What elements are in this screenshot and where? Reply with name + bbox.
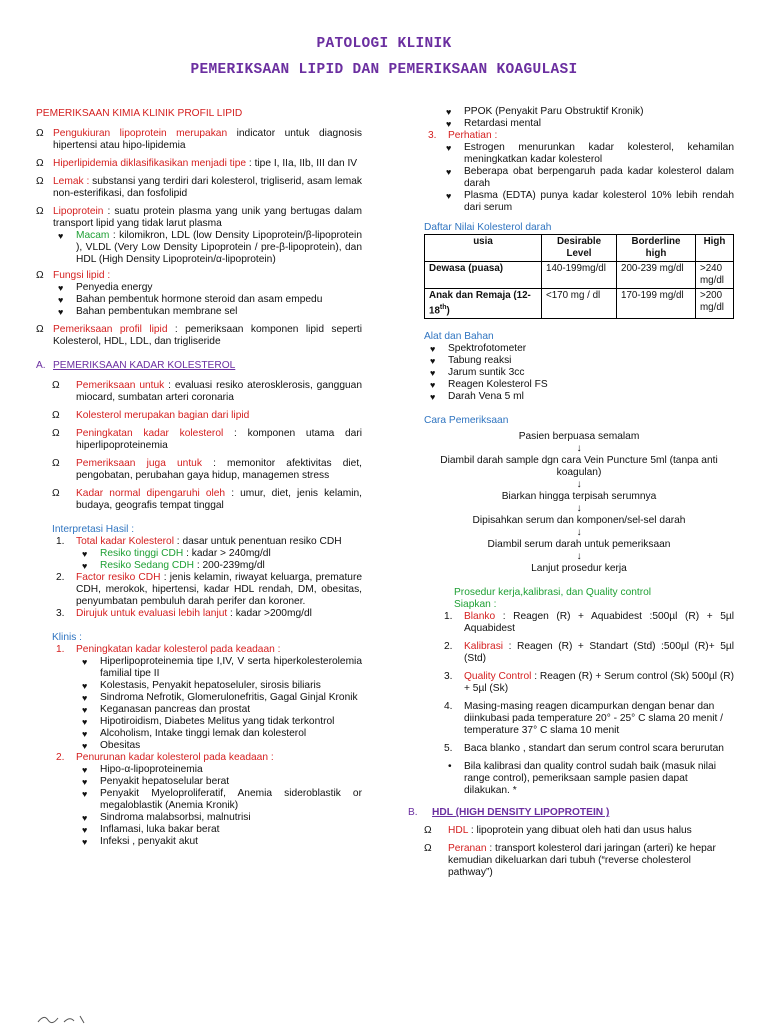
list-item: 2. Factor resiko CDH : jenis kelamin, riwayat keluarga, premature CDH, merokok, hipertensi, kadar HDL rendah, DM, obesitas, penyumbatan pembuluh darah perifer dan koroner. <box>56 572 363 607</box>
omega-icon: Ω <box>52 380 60 391</box>
list-item: Ω HDL : lipoprotein yang dibuat oleh hati dan usus halus <box>424 825 692 837</box>
prosedur-heading: Prosedur kerja,kalibrasi, dan Quality control <box>454 587 652 599</box>
list-item: ♥ Beberapa obat berpengaruh pada kadar kolesterol dalam darah <box>440 166 734 190</box>
list-item: ♥ Hiperlipoproteinemia tipe I,IV, V serta hiperkolesterolemia familial tipe II <box>76 656 362 680</box>
list-item: Ω Hiperlipidemia diklasifikasikan menjadi tipe : tipe I, IIa, IIb, III dan IV <box>36 158 358 169</box>
list-item: ♥ Penyakit hepatoselular berat <box>76 776 362 788</box>
table-header: Borderline high <box>617 235 696 262</box>
table-title: Daftar Nilai Kolesterol darah <box>424 222 552 233</box>
list-item: ♥ Alcoholism, Intake tinggi lemak dan kolesterol <box>76 728 362 740</box>
list-item: Ω Pemeriksaan untuk : evaluasi resiko aterosklerosis, gangguan miocard, sumbatan arteri coronaria <box>52 380 362 403</box>
down-arrow-icon: ↓ <box>576 443 582 455</box>
list-item: ♥ Keganasan pancreas dan prostat <box>76 704 362 716</box>
section-a-heading: A. PEMERIKSAAN KADAR KOLESTEROL <box>36 360 236 371</box>
list-item: ♥ Spektrofotometer <box>424 343 734 355</box>
omega-icon: Ω <box>36 270 44 281</box>
procedure-flow <box>424 431 734 575</box>
list-item: Ω Pemeriksaan juga untuk : memonitor afektivitas diet, pengobatan, perubahan gaya hidup, managemen stress <box>52 458 362 481</box>
list-item: ♥ Reagen Kolesterol FS <box>424 379 734 391</box>
flow-step: Pasien berpuasa semalam <box>518 431 640 443</box>
list-item: ♥ Sindroma Nefrotik, Glomerulonefritis, Gagal Ginjal Kronik <box>76 692 362 704</box>
list-item: Ω Pengukiuran lipoprotein merupakan indicator untuk diagnosis hipertensi atau hipo-lipidemia <box>36 128 363 151</box>
flow-step: Lanjut prosedur kerja <box>531 563 627 575</box>
table-cell: <170 mg / dl <box>542 289 617 319</box>
interpretasi-heading: Interpretasi Hasil : <box>52 524 135 535</box>
list-item: ♥ Tabung reaksi <box>424 355 734 367</box>
page-title: PATOLOGI KLINIK <box>316 36 452 52</box>
cara-heading: Cara Pemeriksaan <box>424 415 509 427</box>
list-item: ♥ Jarum suntik 3cc <box>424 367 734 379</box>
table-cell: >240 mg/dl <box>696 262 734 289</box>
omega-icon: Ω <box>52 410 60 421</box>
list-item: ♥ Obesitas <box>76 740 362 752</box>
list-item: ♥ Resiko Sedang CDH : 200-239mg/dl <box>76 560 362 572</box>
list-item: ♥ Bahan pembentukan membrane sel <box>52 306 362 318</box>
down-arrow-icon: ↓ <box>576 479 582 491</box>
list-item: ♥ Plasma (EDTA) punya kadar kolesterol 10% lebih rendah dari serum <box>440 190 734 214</box>
list-item: 3. Quality Control : Reagen (R) + Serum control (Sk) 500µl (R) + 5µl (Sk) <box>444 671 735 695</box>
table-cell: 200-239 mg/dl <box>617 262 696 289</box>
omega-icon: Ω <box>36 176 44 187</box>
alat-heading: Alat dan Bahan <box>424 331 494 343</box>
omega-icon: Ω <box>424 825 432 837</box>
flow-step: Dipisahkan serum dan komponen/sel-sel darah <box>472 515 686 527</box>
omega-icon: Ω <box>36 206 44 217</box>
table-cell: 170-199 mg/dl <box>617 289 696 319</box>
list-item: ♥ Darah Vena 5 ml <box>424 391 734 403</box>
flow-step: Diambil darah sample dgn cara Vein Puncture 5ml (tanpa anti koagulan) <box>440 455 718 479</box>
list-item: ♥ Inflamasi, luka bakar berat <box>76 824 362 836</box>
down-arrow-icon: ↓ <box>576 551 582 563</box>
list-item: Ω Peranan : transport kolesterol dari jaringan (arteri) ke hepar kemudian dikeluarkan dari tubuh (“reverse cholesterol pathway”) <box>424 843 716 879</box>
list-item: 2. Penurunan kadar kolesterol pada keadaan : <box>56 752 274 763</box>
list-item: Ω Peningkatan kadar kolesterol : komponen utama dari hiperlipoproteinemia <box>52 428 362 451</box>
list-item: ♥ Penyedia energy <box>52 282 362 294</box>
list-item: Ω Lemak : substansi yang terdiri dari kolesterol, trigliserid, asam lemak non-esterifikasi, dan fosfolipid <box>36 176 362 199</box>
down-arrow-icon: ↓ <box>576 527 582 539</box>
omega-icon: Ω <box>36 128 44 139</box>
list-item: ♥ Sindroma malabsorbsi, malnutrisi <box>76 812 362 824</box>
list-item: ♥ Bahan pembentuk hormone steroid dan asam empedu <box>52 294 362 306</box>
list-item: 4. Masing-masing reagen dicampurkan dengan benar dan diinkubasi pada temperature 20° - 25° C slama 20 menit / temperature 37° C slama 10 menit <box>444 701 724 737</box>
list-item: 1. Blanko : Reagen (R) + Aquabidest :500µl (R) + 5µl Aquabidest <box>444 611 734 635</box>
list-item: Ω Lipoprotein : suatu protein plasma yang unik yang bertugas dalam transport lipid yang tidak larut plasma <box>36 206 362 229</box>
right-column <box>408 106 735 879</box>
table-header-row <box>425 235 734 262</box>
omega-icon: Ω <box>52 458 60 469</box>
list-item: ♥ Kolestasis, Penyakit hepatoseluler, sirosis biliaris <box>76 680 362 692</box>
table-header: High <box>696 235 734 262</box>
table-row <box>425 289 734 319</box>
macam-item: ♥ Macam : kilomikron, LDL (low Density Lipoprotein/β-lipoprotein ), VLDL (Very Low Density Lipoprotein / pre-β-lipoprotein), dan HDL (High Density Lipoprotein/α-lipoprotein) <box>52 230 362 266</box>
left-column <box>36 108 362 848</box>
list-item: 2. Kalibrasi : Reagen (R) + Standart (Std) :500µl (R)+ 5µl (Std) <box>444 641 734 665</box>
table-row <box>425 262 734 289</box>
table-header: Desirable Level <box>542 235 617 262</box>
table-cell: Dewasa (puasa) <box>425 262 542 289</box>
section-heading-profil-lipid: PEMERIKSAAN KIMIA KLINIK PROFIL LIPID <box>36 108 243 119</box>
kolesterol-table <box>424 234 734 319</box>
table-header: usia <box>425 235 542 262</box>
siapkan-label: Siapkan : <box>454 599 497 611</box>
list-item: ♥ Hipotiroidism, Diabetes Melitus yang tidak terkontrol <box>76 716 362 728</box>
klinis-heading: Klinis : <box>52 632 83 643</box>
list-item: Ω Pemeriksaan profil lipid : pemeriksaan komponen lipid seperti Kolesterol, HDL, LDL, dan trigliseride <box>36 324 362 347</box>
list-item: Ω Kadar normal dipengaruhi oleh : umur, diet, jenis kelamin, budaya, geografis tempat tinggal <box>52 488 363 511</box>
omega-icon: Ω <box>36 324 44 335</box>
table-cell: 140-199mg/dl <box>542 262 617 289</box>
list-item: ♥ Penyakit Myeloproliferatif, Anemia sideroblastik or megaloblastik (Anemia Kronik) <box>76 788 362 812</box>
note-item: • Bila kalibrasi dan quality control sudah baik (masuk nilai range control), pemeriksaan sample pasien dapat dilakukan. * <box>440 761 734 797</box>
list-item: 3. Dirujuk untuk evaluasi lebih lanjut : kadar >200mg/dl <box>56 608 312 619</box>
list-item: ♥ Retardasi mental <box>440 118 734 130</box>
table-cell: >200 mg/dl <box>696 289 734 319</box>
flow-step: Diambil serum darah untuk pemeriksaan <box>487 539 671 551</box>
list-item: ♥ PPOK (Penyakit Paru Obstruktif Kronik) <box>440 106 734 118</box>
flow-step: Biarkan hingga terpisah serumnya <box>501 491 657 503</box>
list-item: 5. Baca blanko , standart dan serum control scara berurutan <box>444 743 724 755</box>
handwriting-scribble <box>36 1012 96 1024</box>
list-item: ♥ Estrogen menurunkan kadar kolesterol, kehamilan meningkatkan kadar kolesterol <box>440 142 734 166</box>
down-arrow-icon: ↓ <box>576 503 582 515</box>
section-b-heading: B. HDL (HIGH DENSITY LIPOPROTEIN ) <box>408 807 610 819</box>
list-item: Ω Kolesterol merupakan bagian dari lipid <box>52 410 250 421</box>
perhatian-heading: 3. Perhatian : <box>428 130 498 141</box>
list-item: Ω Fungsi lipid : <box>36 270 111 281</box>
omega-icon: Ω <box>424 843 432 855</box>
list-item: ♥ Resiko tinggi CDH : kadar > 240mg/dl <box>76 548 362 560</box>
list-item: 1. Total kadar Kolesterol : dasar untuk penentuan resiko CDH <box>56 536 342 547</box>
table-cell: Anak dan Remaja (12-18th) <box>425 289 542 319</box>
omega-icon: Ω <box>52 488 60 499</box>
page-subtitle: PEMERIKSAAN LIPID DAN PEMERIKSAAN KOAGULASI <box>190 62 578 78</box>
list-item: ♥ Infeksi , penyakit akut <box>76 836 362 848</box>
list-item: 1. Peningkatan kadar kolesterol pada keadaan : <box>56 644 281 655</box>
list-item: ♥ Hipo-α-lipoproteinemia <box>76 764 362 776</box>
omega-icon: Ω <box>36 158 44 169</box>
omega-icon: Ω <box>52 428 60 439</box>
